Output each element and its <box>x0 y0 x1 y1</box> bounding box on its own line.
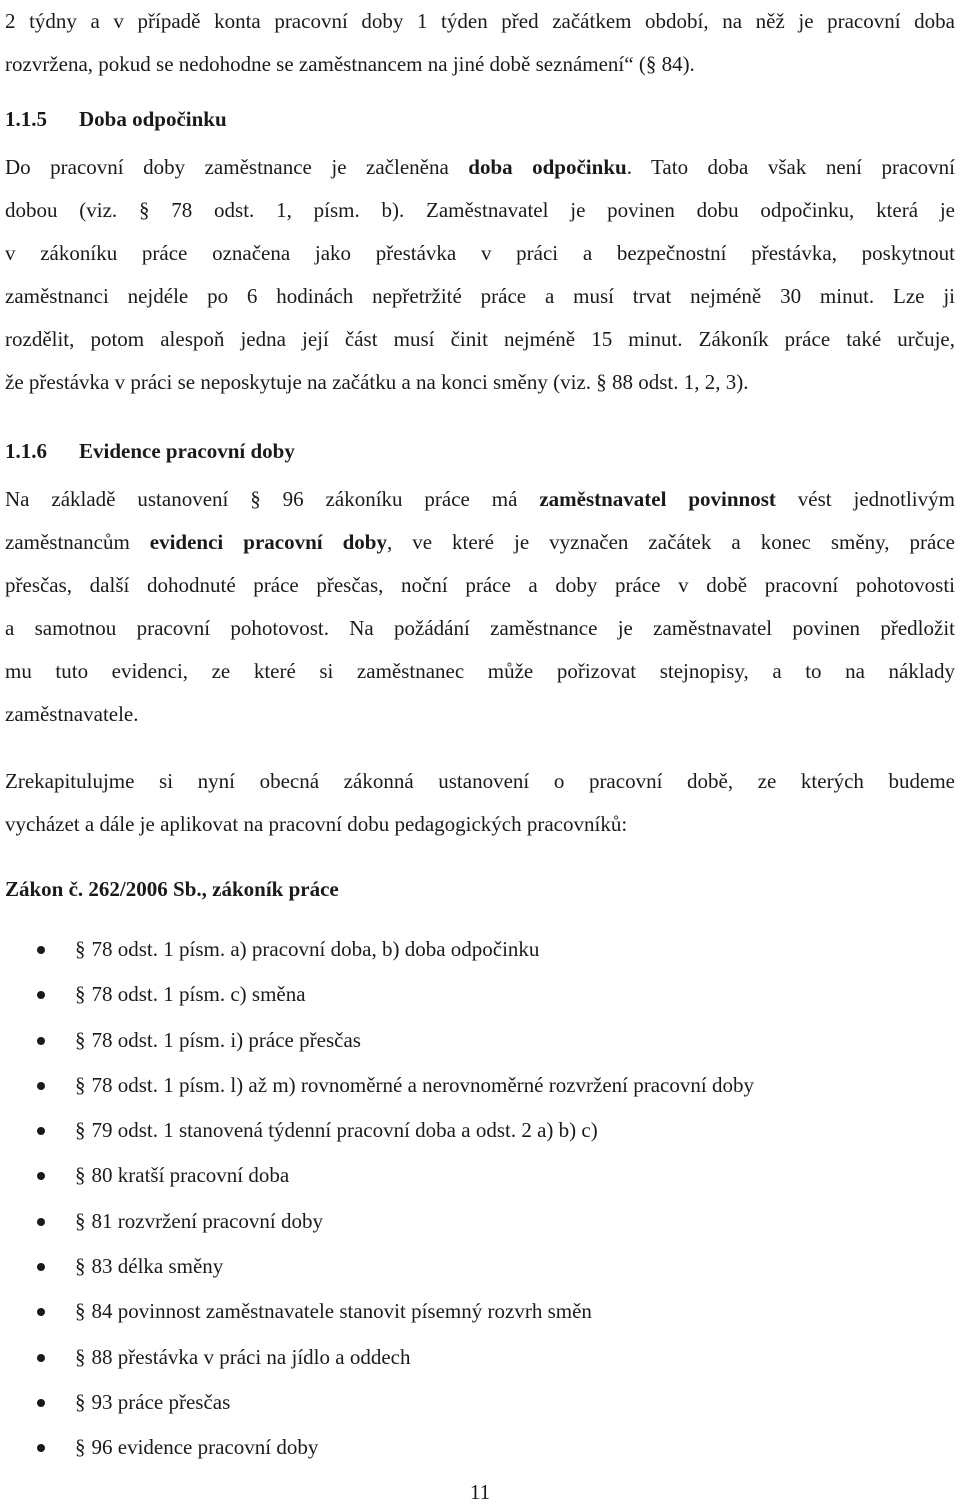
section-number: 1.1.5 <box>5 107 47 131</box>
section-mark: § <box>75 1344 86 1369</box>
list-item-text: 88 přestávka v práci na jídlo a oddech <box>91 1344 411 1369</box>
text-line <box>5 521 955 564</box>
list-item-text: 96 evidence pracovní doby <box>91 1435 319 1460</box>
summary-paragraph <box>5 760 955 846</box>
page-number: 11 <box>469 1480 491 1504</box>
list-item-text: 78 odst. 1 písm. a) pracovní doba, b) doba odpočinku <box>91 937 540 961</box>
text-line: zaměstnavatele. <box>5 702 139 726</box>
text-line: zaměstnanci nejdéle po 6 hodinách nepřetržité práce a musí trvat nejméně 30 minut. Lze ji <box>5 284 955 308</box>
list-item-text: 78 odst. 1 písm. c) směna <box>91 982 306 1007</box>
text-run: Na základě ustanovení § 96 zákoníku práce má <box>5 487 540 511</box>
section-mark: § <box>75 1389 86 1414</box>
list-item <box>5 1335 955 1380</box>
text-line <box>5 146 955 189</box>
list-item <box>5 1018 955 1063</box>
text-line: přesčas, další dohodnuté práce přesčas, noční práce a doby práce v době pracovní pohotovosti <box>5 573 955 597</box>
text-run: . Tato doba však není pracovní <box>626 155 955 179</box>
section-mark: § <box>75 1163 86 1188</box>
section-title: Doba odpočinku <box>79 107 227 131</box>
section-title: Evidence pracovní doby <box>79 439 295 463</box>
section-mark: § <box>75 1435 86 1460</box>
list-item <box>5 1153 955 1198</box>
list-item <box>5 1108 955 1153</box>
list-item <box>5 927 955 972</box>
section-mark: § <box>75 1254 86 1279</box>
list-item-text: 79 odst. 1 stanovená týdenní pracovní doba a odst. 2 a) b) c) <box>91 1118 598 1143</box>
section-mark: § <box>75 1027 86 1052</box>
emphasis-text: evidenci pracovní doby <box>149 530 387 554</box>
list-item <box>5 1244 955 1289</box>
text-run: vést jednotlivým <box>775 487 955 511</box>
text-line: rozdělit, potom alespoň jedna její část musí činit nejméně 15 minut. Zákoník práce také určuje, <box>5 327 955 351</box>
section-mark: § <box>75 1208 86 1233</box>
text-line: mu tuto evidenci, ze které si zaměstnanec může pořizovat stejnopisy, a to na náklady <box>5 659 955 683</box>
evidence-paragraph <box>5 478 955 736</box>
text-run: zaměstnancům <box>5 530 150 554</box>
text-line: dobou (viz. § 78 odst. 1, písm. b). Zaměstnavatel je povinen dobu odpočinku, která je <box>5 198 955 222</box>
emphasis-text: zaměstnavatel povinnost <box>539 487 776 511</box>
text-line: a samotnou pracovní pohotovost. Na požádání zaměstnance je zaměstnavatel povinen předložit <box>5 616 955 640</box>
emphasis-text: doba odpočinku <box>468 155 627 179</box>
list-item <box>5 972 955 1017</box>
section-heading-1-1-5 <box>5 98 227 141</box>
section-mark: § <box>75 1299 86 1324</box>
text-line: rozvržena, pokud se nedohodne se zaměstnancem na jiné době seznámení“ (§ 84). <box>5 52 695 76</box>
law-heading <box>5 868 339 911</box>
section-mark: § <box>75 982 86 1007</box>
text-line <box>5 478 955 521</box>
list-item-text: 93 práce přesčas <box>91 1389 231 1414</box>
law-title: Zákon č. 262/2006 Sb. <box>5 877 202 901</box>
list-item <box>5 1380 955 1425</box>
law-subtitle: , zákoník práce <box>201 877 339 901</box>
text-line: Zrekapitulujme si nyní obecná zákonná ustanovení o pracovní době, ze kterých budeme <box>5 769 955 793</box>
list-item <box>5 1063 955 1108</box>
list-item-text: 78 odst. 1 písm. i) práce přesčas <box>91 1027 361 1052</box>
list-item <box>5 1289 955 1334</box>
text-line: vycházet a dále je aplikovat na pracovní dobu pedagogických pracovníků: <box>5 812 628 836</box>
list-item <box>5 1425 955 1470</box>
section-number: 1.1.6 <box>5 439 47 463</box>
text-line: v zákoníku práce označena jako přestávka v práci a bezpečnostní přestávka, poskytnout <box>5 241 955 265</box>
list-item <box>5 1199 955 1244</box>
list-item-text: 84 povinnost zaměstnavatele stanovit písemný rozvrh směn <box>91 1299 592 1324</box>
text-line: že přestávka v práci se neposkytuje na začátku a na konci směny (viz. § 88 odst. 1, 2, 3). <box>5 370 749 394</box>
text-line: 2 týdny a v případě konta pracovní doby 1 týden před začátkem období, na něž je pracovní doba <box>5 9 955 33</box>
text-run: , ve které je vyznačen začátek a konec směny, práce <box>386 530 955 554</box>
list-item-text: 83 délka směny <box>91 1254 224 1279</box>
text-run: Do pracovní doby zaměstnance je začleněna <box>5 155 469 179</box>
intro-paragraph <box>5 0 955 86</box>
list-item-text: 81 rozvržení pracovní doby <box>91 1208 324 1233</box>
provisions-list <box>5 927 955 1471</box>
section-mark: § <box>75 937 86 961</box>
section-mark: § <box>75 1118 86 1143</box>
rest-period-paragraph <box>5 146 955 404</box>
section-mark: § <box>75 1072 86 1097</box>
section-heading-1-1-6 <box>5 430 295 473</box>
list-item-text: 80 kratší pracovní doba <box>91 1163 290 1188</box>
list-item-text: 78 odst. 1 písm. l) až m) rovnoměrné a nerovnoměrné rozvržení pracovní doby <box>91 1072 754 1097</box>
